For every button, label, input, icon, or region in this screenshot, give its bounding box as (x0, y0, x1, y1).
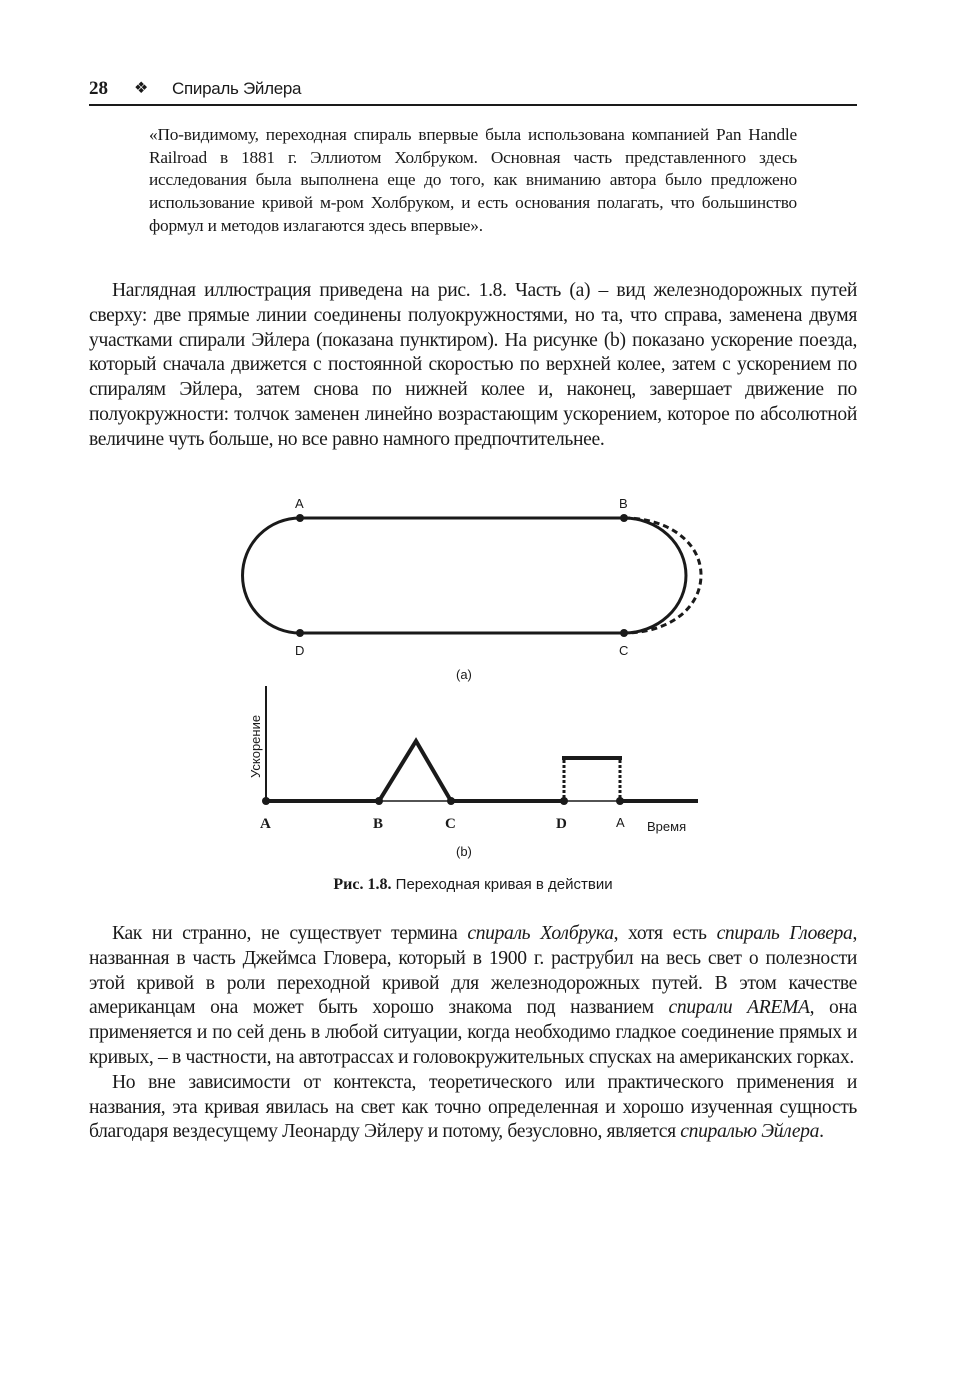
y-axis-label: Ускорение (248, 714, 263, 778)
block-quote: «По-видимому, переходная спираль впервые была использована компанией Pan Handle Railroad в 1881 г. Эллиотом Холбруком. Основная часть представленного здесь исследования была выполнена еще до того, как вниманию автора было предложено использование кривой м-ром Холбруком, и есть основания полагать, что большинство формул и методов излагаются здесь впервые». (149, 125, 797, 235)
running-header (89, 76, 857, 106)
point-label-a: A (295, 496, 304, 511)
figure-diagram (89, 488, 857, 908)
paragraph-text: Наглядная иллюстрация приведена на рис. 1.8. Часть (a) – вид железнодорожных путей сверху: две прямые линии соединены полуокружностями, но та, что справа, заменена двумя участками спирали Эйлера (показана пунктиром). На рисунке (b) показано ускорение поезда, который сначала движется с постоянной скоростью по верхней колее, затем с ускорением по спиралям Эйлера, затем снова по нижней колее и, наконец, завершает движение по полуокружности: толчок заменен линейно возрастающим ускорением, которое по абсолютной величине чуть больше, но все равно намного предпочтительнее. (89, 280, 857, 450)
text-run: , она применяется и по сей день в любой ситуации, когда необходимо гладкое соединение прямых и кривых, – в частности, на автотрассах и головокружительных спусках на американских горках. (89, 997, 857, 1068)
left-semicircle (243, 518, 300, 633)
figure-caption (89, 876, 857, 894)
caption-number: Рис. 1.8. (333, 876, 392, 893)
track-points (296, 514, 628, 637)
paragraphs-2-3 (89, 922, 857, 1145)
acceleration-graph (266, 686, 698, 801)
part-b-label: (b) (456, 844, 472, 859)
graph-point-a: A (260, 816, 271, 832)
page-number: 28 (89, 78, 108, 99)
paragraph-3 (89, 1071, 857, 1145)
euler-spiral-dashed (624, 518, 701, 633)
point-label-c: C (619, 643, 629, 658)
running-title: Спираль Эйлера (172, 79, 302, 98)
text-run: , названная в часть Джеймса Гловера, который в 1900 г. раструбил на весь свет о полезности этой кривой в роли переходной кривой для железнодорожных путей. В этом качестве американцам она может быть хорошо знакома под названием (89, 923, 858, 1019)
point-label-b: B (619, 496, 628, 511)
graph-point-d: D (556, 816, 567, 832)
text-run: . (819, 1121, 824, 1143)
caption-text: Переходная кривая в действии (391, 876, 613, 893)
text-run: Как ни странно, не существует термина (112, 923, 468, 944)
right-semicircle (624, 518, 686, 633)
part-a-label: (a) (456, 667, 472, 682)
point-label-d: D (295, 643, 305, 658)
graph-point-c: C (445, 816, 456, 832)
graph-point-a2: A (616, 815, 625, 830)
text-run: Но вне зависимости от контекста, теоретического или практического применения и названия, эта кривая явилась на свет как точно определенная и хорошо изученная сущность благодаря вездесущему Леонарду Эйлеру и потому, безусловно, является (89, 1071, 857, 1143)
paragraph-2 (89, 922, 857, 1071)
ornament-icon: ❖ (134, 80, 149, 97)
x-axis-label: Время (647, 819, 687, 834)
track-diagram (243, 518, 701, 633)
italic-term: спираль Холбрука (467, 923, 614, 944)
text-run: , хотя есть (613, 923, 717, 944)
italic-term: спирали AREMA (668, 997, 810, 1019)
paragraph-1 (89, 279, 857, 453)
italic-term: спиралью Эйлера (680, 1121, 820, 1143)
italic-term: спираль Гловера (716, 923, 853, 944)
graph-point-b: B (373, 816, 384, 832)
triangle-spike (379, 741, 451, 801)
figure-1-8 (89, 488, 857, 908)
